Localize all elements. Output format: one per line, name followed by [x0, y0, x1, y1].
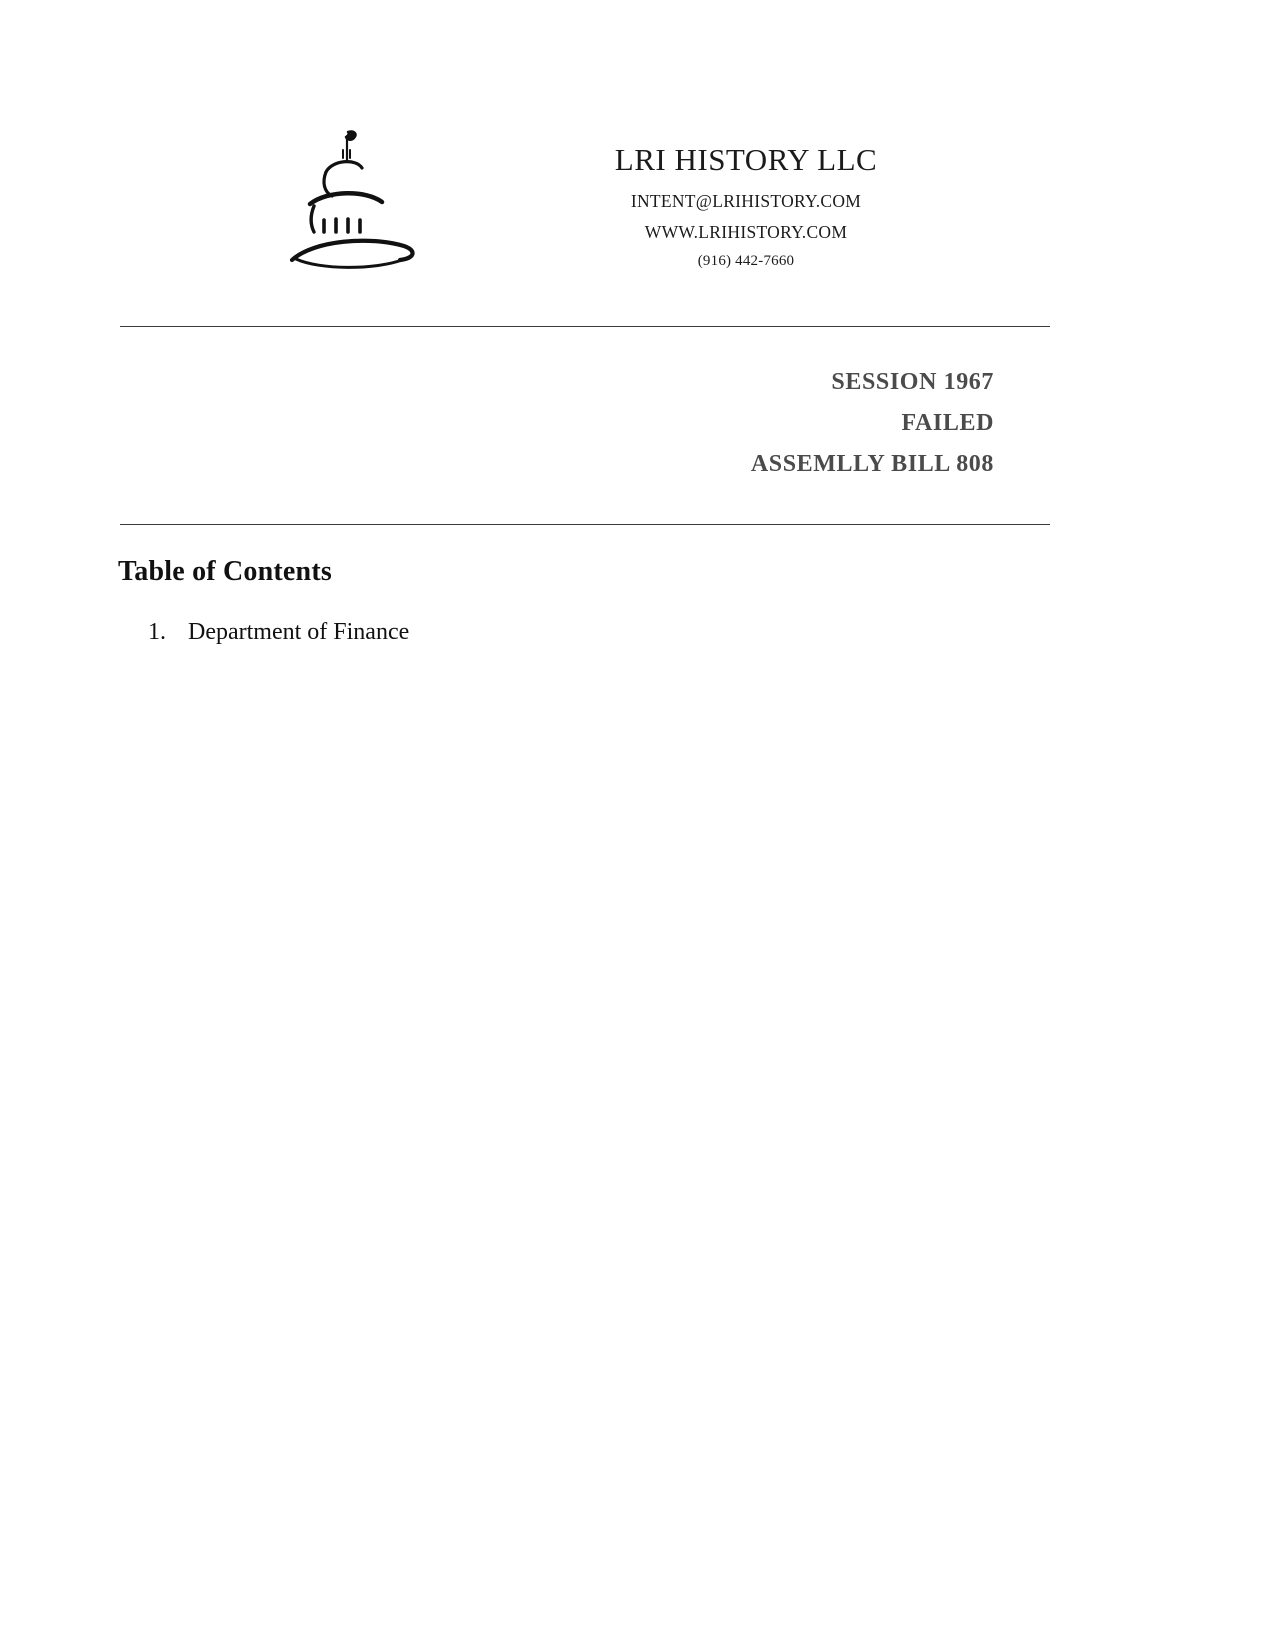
phone-number: (916) 442-7660 — [697, 253, 795, 269]
toc-item-number: 1. — [148, 619, 166, 645]
email-address: INTENT@LRIHISTORY.COM — [630, 191, 862, 211]
list-item[interactable] — [118, 615, 818, 649]
bill-line: ASSEMLLY BILL 808 — [750, 451, 994, 477]
contact-block — [486, 120, 1006, 270]
title-block — [294, 362, 994, 485]
page-title: Table of Contents — [118, 556, 332, 587]
session-line: SESSION 1967 — [831, 369, 994, 395]
company-name: LRI HISTORY LLC — [614, 142, 878, 177]
status-line: FAILED — [901, 410, 994, 436]
website-address: WWW.LRIHISTORY.COM — [644, 222, 848, 242]
letterhead — [0, 120, 1276, 280]
table-of-contents-list — [118, 615, 818, 655]
divider-top — [120, 326, 1050, 327]
divider-bottom — [120, 524, 1050, 525]
capitol-dome-logo-icon — [270, 120, 440, 280]
toc-item-label: Department of Finance — [188, 619, 410, 645]
